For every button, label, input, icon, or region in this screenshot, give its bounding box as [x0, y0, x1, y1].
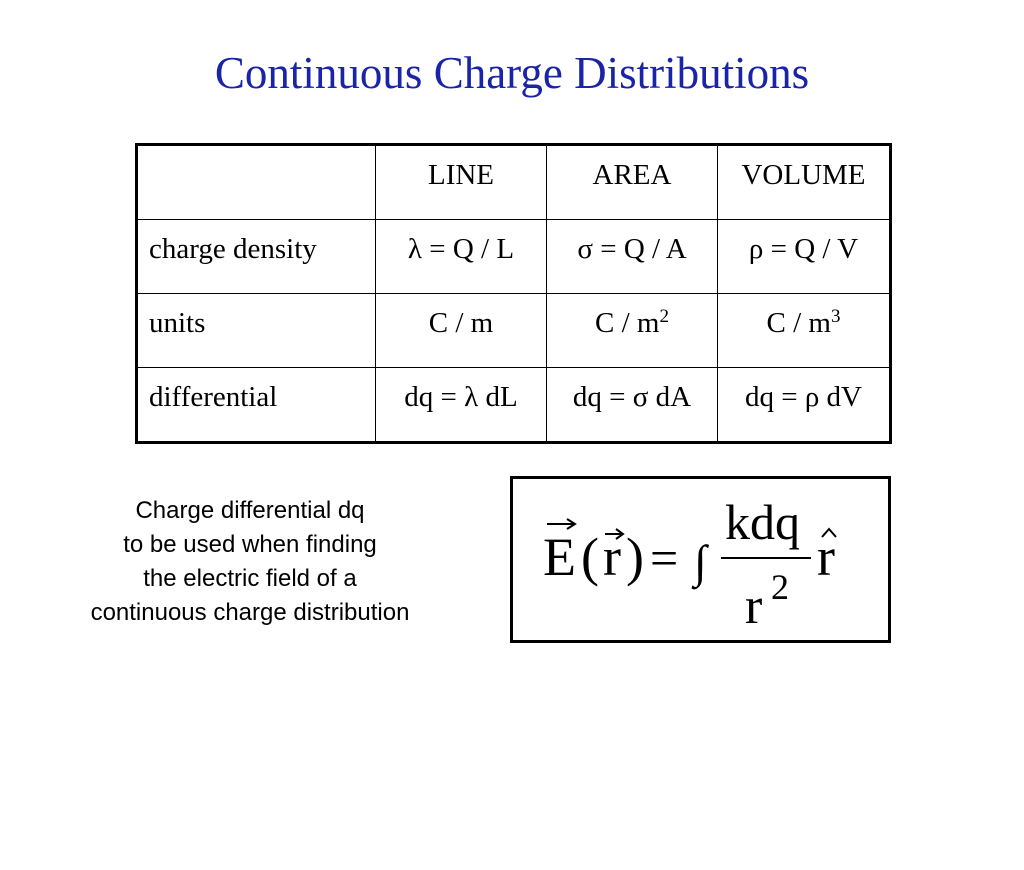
table-cell: [718, 294, 891, 368]
table-cell: dq = λ dL: [376, 368, 547, 443]
table-header-volume: VOLUME: [718, 145, 891, 220]
table-row-units: [137, 294, 891, 368]
row-label: differential: [137, 368, 376, 443]
table-row-charge-density: [137, 220, 891, 294]
row-label: units: [137, 294, 376, 368]
unit-exponent: 3: [830, 306, 841, 327]
table-cell: [376, 294, 547, 368]
table-cell: σ = Q / A: [547, 220, 718, 294]
table-cell: dq = ρ dV: [718, 368, 891, 443]
open-paren: (: [581, 527, 599, 587]
table-cell: λ = Q / L: [376, 220, 547, 294]
unit-vector-symbol: r: [817, 527, 835, 587]
row-label: charge density: [137, 220, 376, 294]
denominator-base: r: [745, 578, 763, 635]
table-cell: ρ = Q / V: [718, 220, 891, 294]
electric-field-equation: [513, 479, 888, 640]
integral-sign: ∫: [694, 536, 707, 587]
denominator-exponent: 2: [771, 567, 789, 607]
table-row-differential: [137, 368, 891, 443]
charge-distribution-table: [135, 143, 892, 444]
caption-line: continuous charge distribution: [90, 599, 410, 626]
position-symbol: r: [603, 527, 621, 587]
close-paren: ): [626, 527, 644, 587]
equals-sign: =: [650, 530, 679, 586]
table-cell: dq = σ dA: [547, 368, 718, 443]
table-cell: [547, 294, 718, 368]
numerator: kdq: [725, 494, 800, 550]
unit-text: C / m: [595, 307, 660, 339]
unit-text: C / m: [766, 307, 831, 339]
unit-text: C / m: [428, 307, 494, 339]
table-header-empty: [137, 145, 376, 220]
unit-exponent: 2: [659, 306, 669, 327]
table-header-area: AREA: [547, 145, 718, 220]
caption-line: Charge differential dq: [135, 497, 365, 524]
field-symbol: E: [543, 527, 576, 587]
slide-title: Continuous Charge Distributions: [214, 48, 810, 98]
caption-line: to be used when finding: [123, 531, 377, 558]
caption-line: the electric field of a: [143, 565, 357, 592]
electric-field-equation-box: [510, 476, 891, 643]
table-header-row: [137, 145, 891, 220]
caption: [40, 494, 460, 630]
table-header-line: LINE: [376, 145, 547, 220]
